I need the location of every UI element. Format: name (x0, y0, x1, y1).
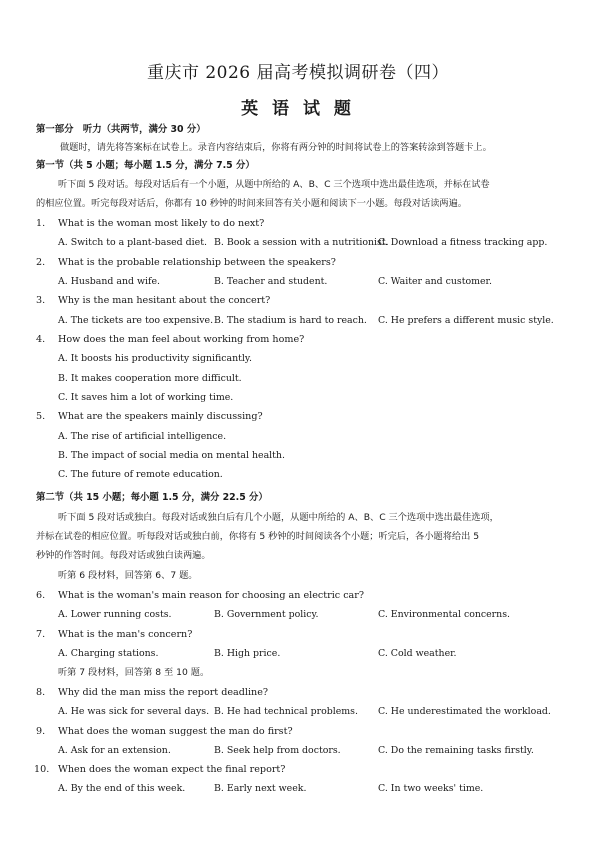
question-number: 5. (36, 411, 46, 422)
option-b: B. He had technical problems. (214, 706, 358, 717)
part1-heading: 第一部分 听力（共两节，满分 30 分） (36, 124, 206, 135)
material-6-note: 听第 6 段材料，回答第 6、7 题。 (58, 570, 198, 581)
option-b: B. Early next week. (214, 783, 307, 794)
option-c: C. Cold weather. (378, 648, 457, 659)
option-c: C. He underestimated the workload. (378, 706, 551, 717)
question-number: 6. (36, 590, 46, 601)
question-text: What are the speakers mainly discussing? (58, 411, 263, 422)
question-number: 3. (36, 295, 46, 306)
option-c: C. Waiter and customer. (378, 276, 492, 287)
exam-title: 重庆市 2026 届高考模拟调研卷（四） (146, 63, 450, 83)
option-b: B. It makes cooperation more difficult. (58, 373, 242, 384)
section2-heading: 第二节（共 15 小题；每小题 1.5 分，满分 22.5 分） (36, 492, 268, 503)
question-text: What is the probable relationship between the speakers? (58, 257, 336, 268)
option-b: B. Teacher and student. (214, 276, 328, 287)
section2-instruction-line2: 并标在试卷的相应位置。听每段对话或独白前，你将有 5 秒钟的时间阅读各个小题；听完后，各小题将给出 5 (36, 531, 480, 542)
question-number: 4. (36, 334, 46, 345)
question-number: 7. (36, 629, 46, 640)
material-7-note: 听第 7 段材料，回答第 8 至 10 题。 (58, 667, 210, 678)
option-a: A. He was sick for several days. (58, 706, 210, 717)
option-c: C. In two weeks' time. (378, 783, 484, 794)
question-number: 8. (36, 687, 46, 698)
question-number: 1. (36, 218, 46, 229)
option-c: C. He prefers a different music style. (378, 315, 554, 326)
option-c: C. Environmental concerns. (378, 609, 510, 620)
option-c: C. Download a fitness tracking app. (378, 237, 548, 248)
section1-heading: 第一节（共 5 小题；每小题 1.5 分，满分 7.5 分） (36, 160, 255, 171)
option-a: A. The rise of artificial intelligence. (58, 431, 227, 442)
option-a: A. By the end of this week. (58, 783, 186, 794)
section2-instruction-line1: 听下面 5 段对话或独白。每段对话或独白后有几个小题，从题中所给的 A、B、C 三个选项中选出最佳选项， (58, 512, 499, 523)
question-text: What is the man's concern? (58, 629, 193, 640)
question-text: Why is the man hesitant about the concert? (58, 295, 271, 306)
question-text: What is the woman most likely to do next? (58, 218, 265, 229)
option-b: B. High price. (214, 648, 281, 659)
option-a: A. Charging stations. (58, 648, 159, 659)
option-a: A. Switch to a plant-based diet. (58, 237, 207, 248)
option-b: B. The stadium is hard to reach. (214, 315, 367, 326)
question-text: What is the woman's main reason for choosing an electric car? (58, 590, 365, 601)
option-c: C. It saves him a lot of working time. (58, 392, 234, 403)
part1-instruction: 做题时，请先将答案标在试卷上。录音内容结束后，你将有两分钟的时间将试卷上的答案转涂到答题卡上。 (60, 142, 492, 153)
question-number: 9. (36, 726, 46, 737)
option-c: C. The future of remote education. (58, 469, 223, 480)
question-text: What does the woman suggest the man do first? (58, 726, 293, 737)
option-a: A. Husband and wife. (58, 276, 160, 287)
option-a: A. It boosts his productivity significantly. (58, 353, 252, 364)
option-b: B. Seek help from doctors. (214, 745, 341, 756)
option-b: B. The impact of social media on mental health. (58, 450, 285, 461)
section2-instruction-line3: 秒钟的作答时间。每段对话或独白读两遍。 (36, 550, 211, 561)
option-b: B. Book a session with a nutritionist. (214, 237, 389, 248)
subject-title: 英 语 试 题 (241, 99, 355, 119)
section1-instruction-line1: 听下面 5 段对话。每段对话后有一个小题，从题中所给的 A、B、C 三个选项中选出最佳选项，并标在试卷 (58, 179, 490, 190)
option-b: B. Government policy. (214, 609, 319, 620)
question-number: 10. (34, 764, 50, 775)
question-text: When does the woman expect the final report? (58, 764, 286, 775)
question-text: Why did the man miss the report deadline? (58, 687, 269, 698)
question-text: How does the man feel about working from home? (58, 334, 305, 345)
section1-instruction-line2: 的相应位置。听完每段对话后，你都有 10 秒钟的时间来回答有关小题和阅读下一小题。每段对话读两遍。 (36, 198, 467, 209)
question-number: 2. (36, 257, 46, 268)
option-a: A. Lower running costs. (58, 609, 172, 620)
option-c: C. Do the remaining tasks firstly. (378, 745, 534, 756)
option-a: A. Ask for an extension. (58, 745, 171, 756)
option-a: A. The tickets are too expensive. (58, 315, 214, 326)
